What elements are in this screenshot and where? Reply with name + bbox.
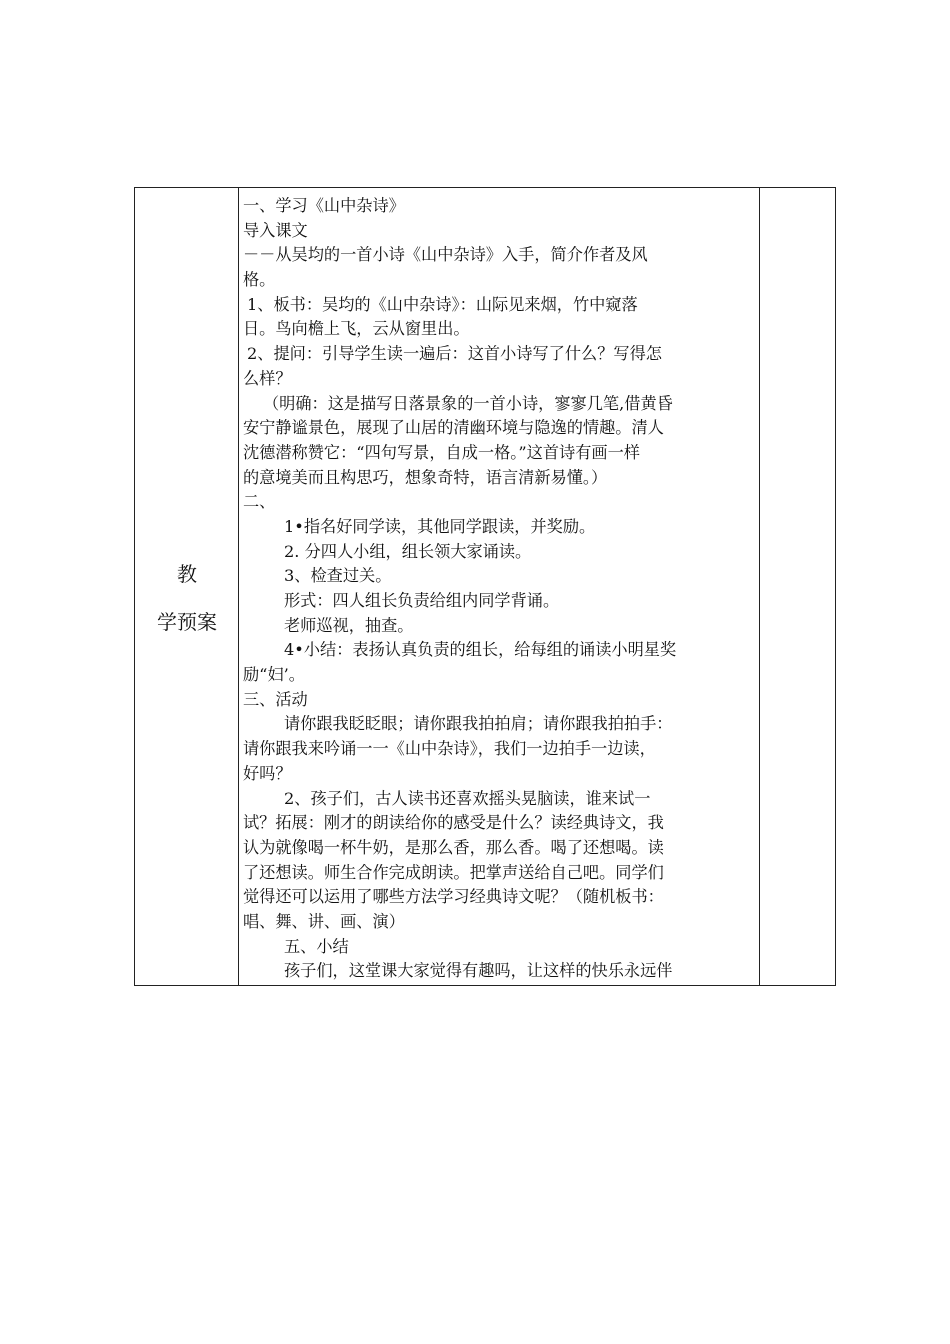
content-line: 1•指名好同学读，其他同学跟读，并奖励。 (284, 516, 596, 536)
content-line: 好吗？ (243, 763, 292, 783)
section-label-line-2: 学预案 (157, 610, 217, 634)
content-line: 导入课文 (243, 220, 308, 240)
content-line: 的意境美而且构思巧，想象奇特，语言清新易懂。） (243, 467, 608, 487)
content-line: 2、提问：引导学生读一遍后：这首小诗写了什么？写得怎 (247, 344, 662, 364)
content-line: 2、孩子们，古人读书还喜欢摇头晃脑读，谁来试一 (284, 788, 651, 808)
content-line: 1、板书：吴均的《山中杂诗》：山际见来烟，竹中窥落 (247, 294, 638, 314)
content-line: －－从吴均的一首小诗《山中杂诗》入手，简介作者及风 (243, 245, 648, 265)
section-label-cell (135, 188, 239, 985)
content-line: 孩子们，这堂课大家觉得有趣吗，让这样的快乐永远伴 (284, 961, 673, 981)
content-line: 老师巡视，抽查。 (284, 615, 414, 635)
content-line: （明确：这是描写日落景象的一首小诗，寥寥几笔,借黄昏 (263, 393, 673, 413)
content-line: 请你跟我眨眨眼；请你跟我拍拍肩；请你跟我拍拍手： (284, 714, 673, 734)
content-line: 3、检查过关。 (284, 566, 392, 586)
content-line: 么样？ (243, 368, 292, 388)
content-line: 二、 (243, 492, 276, 512)
lesson-plan-table (134, 187, 836, 986)
content-line: 一、学习《山中杂诗》 (243, 196, 405, 215)
content-line: 形式：四人组长负责给组内同学背诵。 (284, 591, 560, 610)
content-line: 4•小结：表扬认真负责的组长，给每组的诵读小明星奖 (284, 640, 677, 660)
content-line: 日。鸟向檐上飞，云从窗里出。 (243, 319, 470, 339)
content-line: 唱、舞、讲、画、演） (243, 911, 405, 931)
content-line: 试？拓展：刚才的朗读给你的感受是什么？读经典诗文，我 (243, 813, 664, 833)
content-line: 沈德潜称赞它：“四句写景，自成一格。”这首诗有画一样 (243, 442, 640, 462)
content-line: 五、小结 (284, 936, 349, 956)
content-line: 请你跟我来吟诵一一《山中杂诗》，我们一边拍手一边读， (243, 739, 656, 759)
section-label-line-1: 教 (177, 562, 197, 586)
content-line: 格。 (243, 270, 276, 290)
content-line: 了还想读。师生合作完成朗读。把掌声送给自己吧。同学们 (243, 862, 664, 882)
lesson-content-cell (243, 194, 755, 984)
content-line: 三、活动 (243, 689, 308, 709)
content-line: 励“妇’。 (243, 665, 305, 685)
content-line: 觉得还可以运用了哪些方法学习经典诗文呢？（随机板书： (243, 887, 664, 907)
notes-cell (759, 188, 835, 985)
content-line: 2. 分四人小组，组长领大家诵读。 (284, 541, 532, 561)
content-line: 安宁静谧景色，展现了山居的清幽环境与隐逸的情趣。清人 (243, 418, 664, 438)
content-line: 认为就像喝一杯牛奶，是那么香，那么香。喝了还想喝。读 (243, 837, 664, 857)
